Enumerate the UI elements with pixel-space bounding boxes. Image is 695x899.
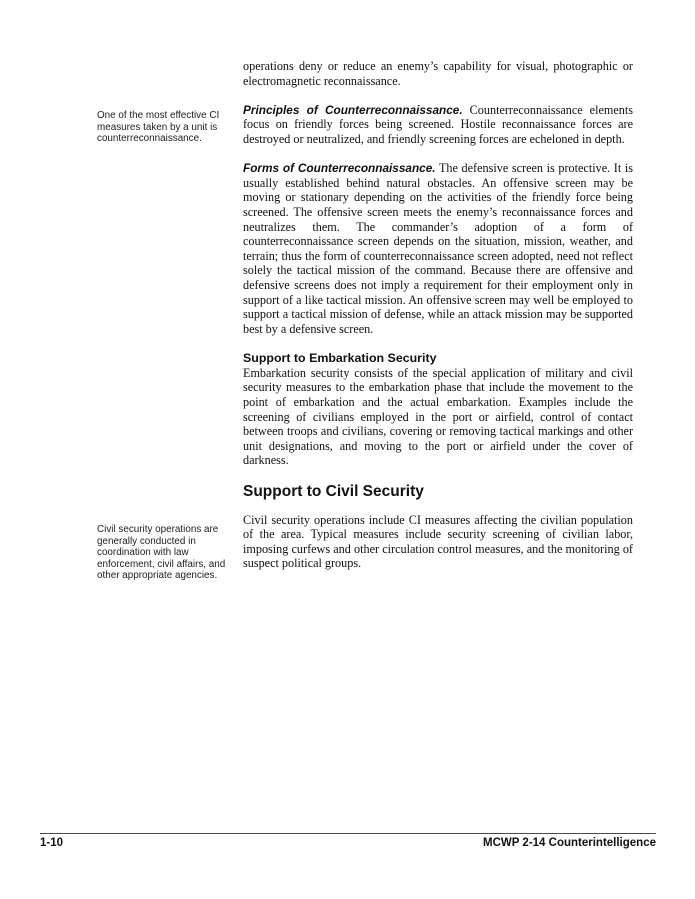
paragraph-principles [243, 103, 633, 147]
run-in-heading-forms: Forms of Counterreconnaissance. [243, 161, 436, 176]
heading-civil-security: Support to Civil Security [243, 482, 424, 500]
margin-note-civil-security: Civil security operations are generally conducted in coordination with law enforcement, civil affairs, and other appropriate agencies. [97, 524, 226, 582]
page-footer [40, 837, 656, 849]
paragraph-forms [243, 161, 633, 336]
paragraph-forms-text: The defensive screen is protective. It is usually established behind natural obstacles. An offensive screen may be moving or stationary depending on the activities of the friendly force being screened. The offensive screen meets the enemy’s reconnaissance forces and neutralizes them. The commander’s adoption of a form of counterreconnaissance screen depends on the situation, mission, weather, and terrain; thus the form of counterreconnaissance screen adopted, need not reflect solely the tactical mission of the command. Because there are offensive and defensive screens does not imply a requirement for their employment only in support of a like tactical mission. An offensive screen may well be employed to support a tactical mission of defense, while an attack mission may be supported best by a defensive screen. [243, 161, 633, 336]
body-column [243, 59, 633, 586]
heading-embarkation-security: Support to Embarkation Security [243, 350, 437, 365]
footer-rule [40, 833, 656, 834]
document-title: MCWP 2-14 Counterintelligence [483, 837, 656, 849]
paragraph-embarkation: Embarkation security consists of the special application of military and civil security measures to the embarkation phase that include the movement to the point of embarkation and the actual embarkation. Examples include the screening of civilians employed in the port or airfield, control of contact between troops and civilians, covering or removing tactical markings and other unit designations, and moving to the port or airfield under the cover of darkness. [243, 365, 633, 468]
paragraph-civil: Civil security operations include CI measures affecting the civilian population of the area. Typical measures include security screening of civilian labor, imposing curfews and other circulation control measures, and the monitoring of suspect political groups. [243, 512, 633, 571]
paragraph-intro: operations deny or reduce an enemy’s capability for visual, photographic or electromagnetic reconnaissance. [243, 59, 633, 88]
margin-note-counterreconnaissance: One of the most effective CI measures taken by a unit is counterreconnaissance. [97, 110, 220, 145]
run-in-heading-principles: Principles of Counterreconnaissance. [243, 102, 463, 117]
page-number: 1-10 [40, 837, 64, 849]
paragraph-principles-text: Counterreconnaissance elements focus on friendly forces being screened. Hostile reconnaissance forces are destroyed or neutralized, and friendly screening forces are echeloned in depth. [243, 102, 633, 146]
